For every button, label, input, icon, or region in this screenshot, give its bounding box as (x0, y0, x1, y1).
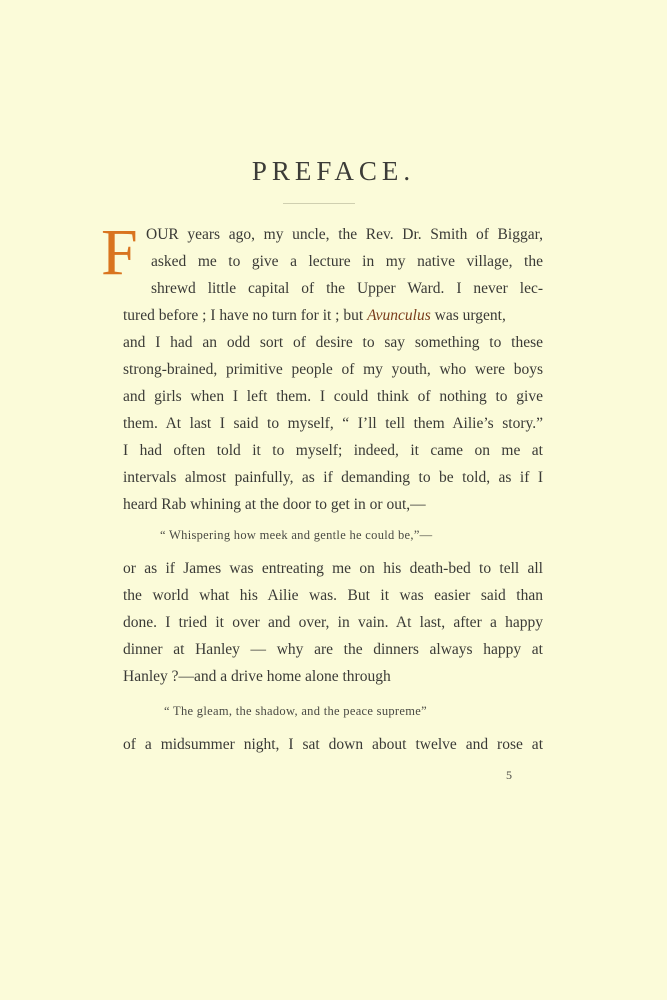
verse-quote: “ The gleam, the shadow, and the peace supreme” (164, 704, 427, 718)
text-line: I had often told it to myself; indeed, it came on me at (123, 442, 543, 459)
text-line: intervals almost painfully, as if demanding to be told, as if I (123, 469, 543, 486)
text-segment: tured before ; I have no turn for it ; but (123, 307, 364, 324)
text-line: OUR years ago, my uncle, the Rev. Dr. Smith of Biggar, (146, 226, 543, 243)
text-line: Hanley ?—and a drive home alone through (123, 668, 391, 685)
text-line: strong-brained, primitive people of my youth, who were boys (123, 361, 543, 378)
text-line: heard Rab whining at the door to get in or out,— (123, 496, 426, 513)
drop-cap: F (101, 216, 138, 289)
page-title: PREFACE. (251, 156, 416, 186)
page-number: 5 (506, 768, 512, 782)
text-line: the world what his Ailie was. But it was easier said than (123, 587, 543, 604)
text-line: done. I tried it over and over, in vain. At last, after a happy (123, 614, 543, 631)
text-line: and girls when I left them. I could think of nothing to give (123, 388, 543, 405)
verse-quote: “ Whispering how meek and gentle he could be,”— (160, 528, 433, 542)
text-line-mixed (123, 307, 543, 325)
text-line: of a midsummer night, I sat down about twelve and rose at (123, 736, 543, 753)
text-line: them. At last I said to myself, “ I’ll tell them Ailie’s story.” (123, 415, 543, 432)
text-segment: was urgent, (434, 307, 506, 324)
text-line: asked me to give a lecture in my native village, the (151, 253, 543, 270)
text-line: and I had an odd sort of desire to say something to these (123, 334, 543, 351)
text-line: or as if James was entreating me on his death-bed to tell all (123, 560, 543, 577)
title-divider (283, 203, 355, 204)
text-line: shrewd little capital of the Upper Ward. I never lec- (151, 280, 543, 297)
text-line: dinner at Hanley — why are the dinners always happy at (123, 641, 543, 658)
italic-word: Avunculus (367, 307, 431, 324)
